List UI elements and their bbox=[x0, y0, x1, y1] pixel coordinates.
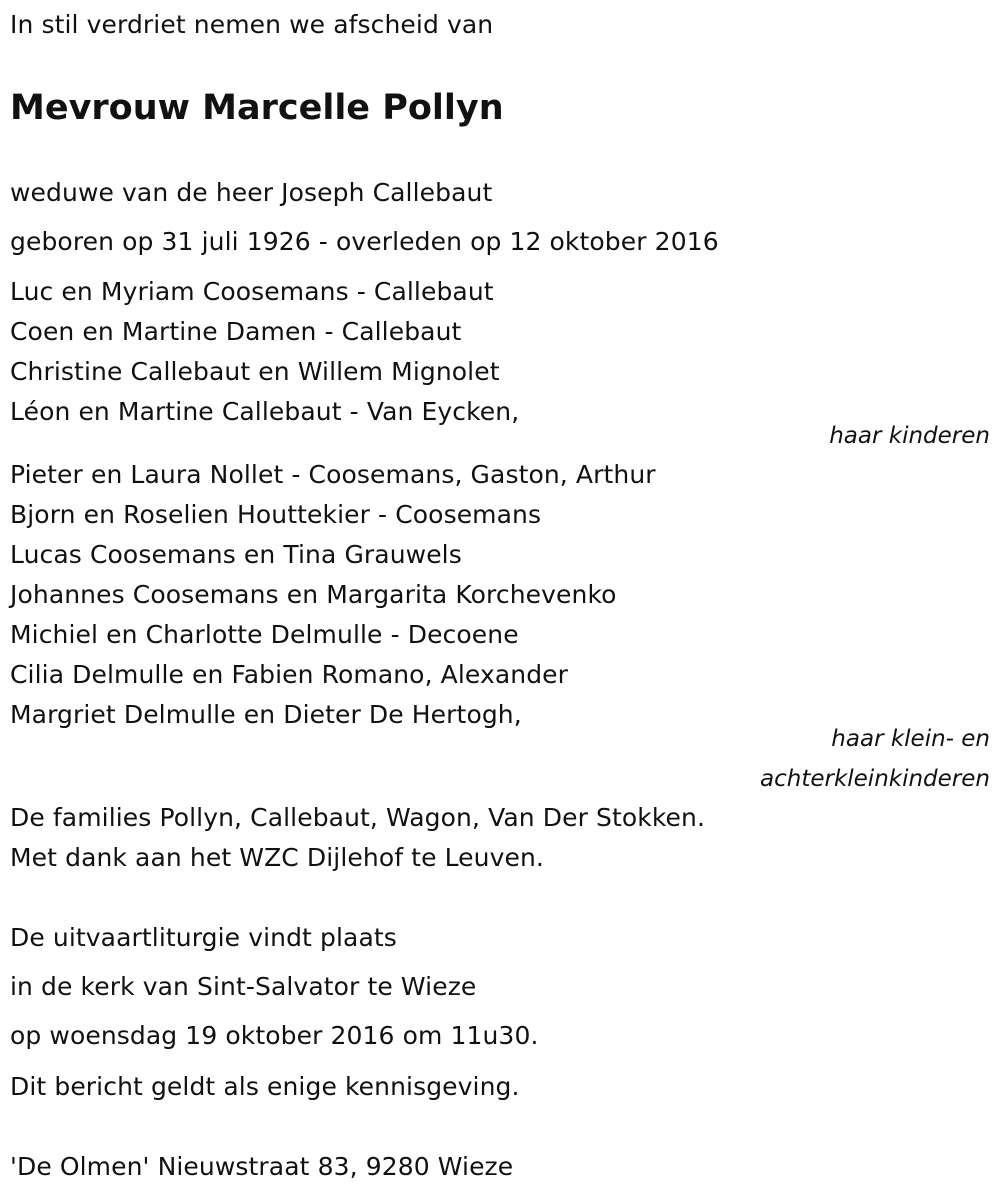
liturgy-line: in de kerk van Sint-Salvator te Wieze bbox=[10, 972, 477, 1001]
grandchild-line: Lucas Coosemans en Tina Grauwels bbox=[10, 540, 462, 569]
families-text: De families Pollyn, Callebaut, Wagon, Van Der Stokken. bbox=[10, 803, 705, 832]
notice-text: Dit bericht geldt als enige kennisgeving. bbox=[10, 1072, 520, 1101]
grandchild-line: Bjorn en Roselien Houttekier - Coosemans bbox=[10, 500, 542, 529]
child-line: Christine Callebaut en Willem Mignolet bbox=[10, 357, 500, 386]
grandchildren-role-line-2: achterkleinkinderen bbox=[760, 766, 990, 792]
deceased-name: Mevrouw Marcelle Pollyn bbox=[10, 88, 504, 128]
intro-text: In stil verdriet nemen we afscheid van bbox=[10, 10, 494, 39]
grandchild-line: Pieter en Laura Nollet - Coosemans, Gaston, Arthur bbox=[10, 460, 656, 489]
address-text: 'De Olmen' Nieuwstraat 83, 9280 Wieze bbox=[10, 1152, 514, 1181]
child-line: Coen en Martine Damen - Callebaut bbox=[10, 317, 462, 346]
child-line: Léon en Martine Callebaut - Van Eycken, bbox=[10, 397, 520, 426]
grandchild-line: Margriet Delmulle en Dieter De Hertogh, bbox=[10, 700, 522, 729]
grandchild-line: Cilia Delmulle en Fabien Romano, Alexander bbox=[10, 660, 569, 689]
thanks-text: Met dank aan het WZC Dijlehof te Leuven. bbox=[10, 843, 544, 872]
children-role: haar kinderen bbox=[829, 423, 990, 449]
widow-text: weduwe van de heer Joseph Callebaut bbox=[10, 178, 493, 207]
liturgy-line: op woensdag 19 oktober 2016 om 11u30. bbox=[10, 1021, 539, 1050]
dates-text: geboren op 31 juli 1926 - overleden op 12 oktober 2016 bbox=[10, 227, 719, 256]
child-line: Luc en Myriam Coosemans - Callebaut bbox=[10, 277, 494, 306]
liturgy-line: De uitvaartliturgie vindt plaats bbox=[10, 923, 397, 952]
grandchildren-role-line-1: haar klein- en bbox=[831, 726, 990, 752]
grandchild-line: Johannes Coosemans en Margarita Korchevenko bbox=[10, 580, 617, 609]
grandchild-line: Michiel en Charlotte Delmulle - Decoene bbox=[10, 620, 519, 649]
